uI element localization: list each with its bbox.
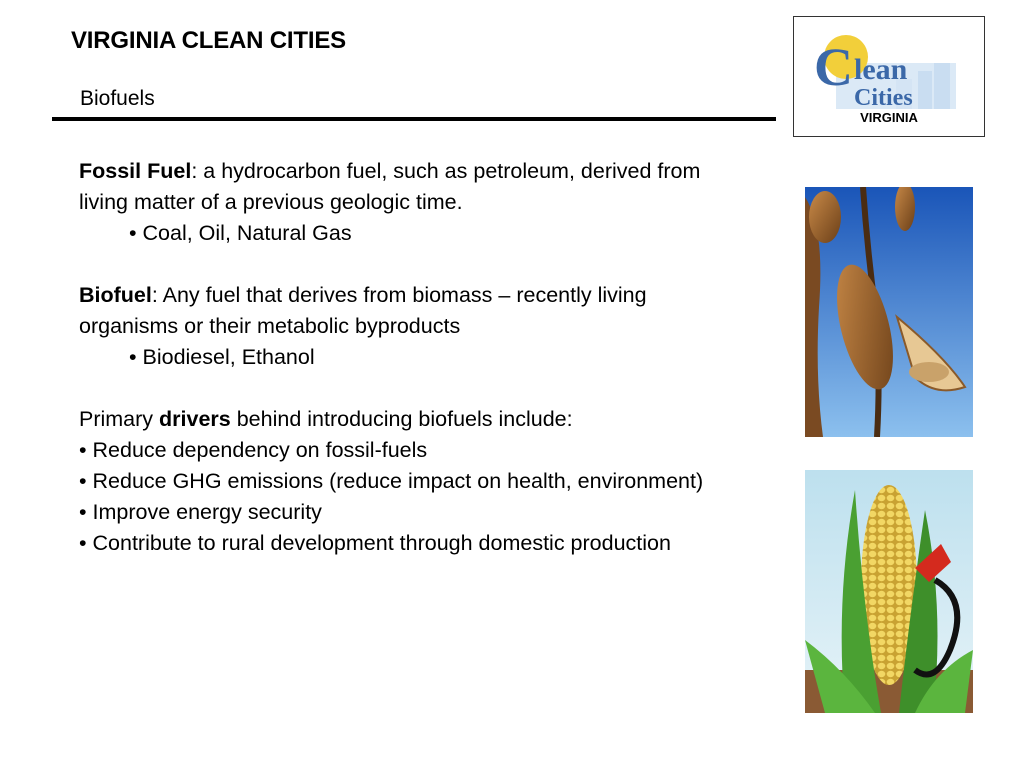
fossil-fuel-term: Fossil Fuel	[79, 159, 192, 183]
biofuel-text: : Any fuel that derives from biomass – recently living organisms or their metabolic byproducts	[79, 283, 647, 338]
clean-cities-logo	[793, 16, 985, 137]
fossil-fuel-examples: • Coal, Oil, Natural Gas	[129, 221, 352, 245]
slide-subtitle: Biofuels	[80, 87, 155, 110]
driver-item: • Contribute to rural development through domestic production	[79, 531, 671, 555]
org-title: VIRGINIA CLEAN CITIES	[71, 27, 346, 54]
clean-cities-logo-graphic	[808, 23, 972, 113]
soybean-pods-image	[805, 187, 973, 437]
corn-fuel-nozzle-image	[805, 470, 973, 713]
fossil-fuel-definition	[79, 156, 719, 218]
header-divider	[52, 117, 776, 121]
logo-word-clean: lean	[854, 53, 908, 86]
driver-item: • Reduce dependency on fossil-fuels	[79, 438, 428, 462]
biofuel-definition	[79, 280, 719, 342]
drivers-intro: Primary drivers behind introducing biofuels include:	[79, 407, 573, 431]
biofuel-term: Biofuel	[79, 283, 152, 307]
fossil-fuel-text: : a hydrocarbon fuel, such as petroleum, derived from living matter of a previous geologic time.	[79, 159, 701, 214]
logo-word-cities: Cities	[854, 85, 913, 111]
driver-item: • Improve energy security	[79, 500, 322, 524]
logo-letter-c: C	[814, 37, 853, 97]
logo-caption: VIRGINIA	[860, 110, 918, 125]
driver-item: • Reduce GHG emissions (reduce impact on health, environment)	[79, 469, 704, 493]
biofuel-examples: • Biodiesel, Ethanol	[129, 345, 315, 369]
drivers-keyword: drivers	[159, 407, 231, 431]
slide-body	[79, 156, 719, 559]
